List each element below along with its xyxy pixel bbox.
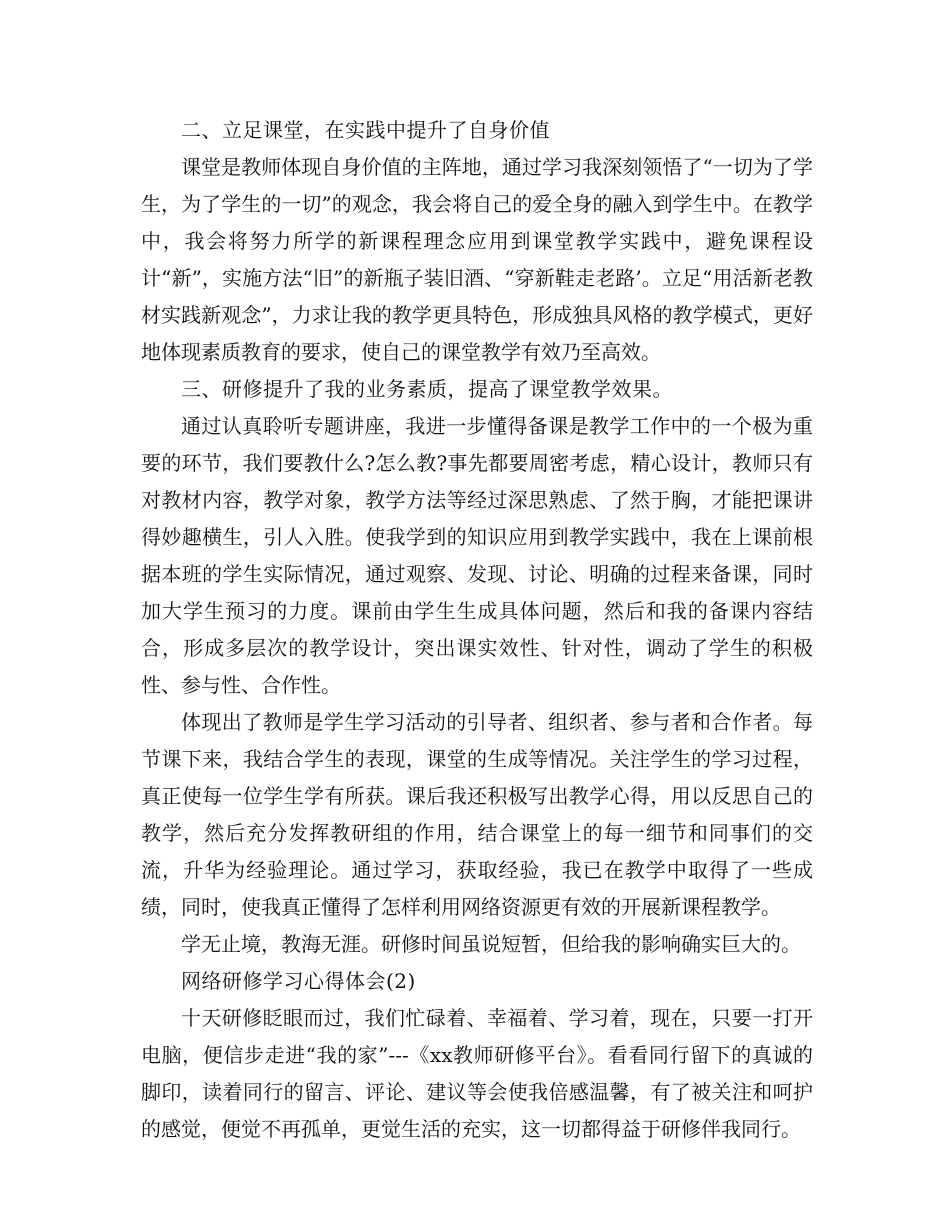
- article-subtitle: 网络研修学习心得体会(2): [181, 969, 416, 993]
- paragraph-teacher-role: 体现出了教师是学生学习活动的引导者、组织者、参与者和合作者。每节课下来，我结合学生的表现，课堂的生成等情况。关注学生的学习过程，真正使每一位学生学有所获。课后我还积极写出教学心得，用以反思自己的教学，然后充分发挥教研组的作用，结合课堂上的每一细节和同事们的交流，升华为经验理论。通过学习，获取经验，我已在教学中取得了一些成绩，同时，使我真正懂得了怎样利用网络资源更有效的开展新课程教学。: [141, 710, 813, 919]
- section-heading-3: 三、研修提升了我的业务素质，提高了课堂教学效果。: [181, 377, 673, 401]
- document-body: [141, 112, 813, 1148]
- section-heading-2: 二、立足课堂，在实践中提升了自身价值: [181, 118, 550, 142]
- paragraph-ten-days: 十天研修眨眼而过，我们忙碌着、幸福着、学习着，现在，只要一打开电脑，便信步走进“我的家”---《xx教师研修平台》。看看同行留下的真诚的脚印，读着同行的留言、评论、建议等会使我倍感温馨，有了被关注和呵护的感觉，便觉不再孤单，更觉生活的充实，这一切都得益于研修伴我同行。: [141, 1006, 813, 1141]
- paragraph-classroom: 课堂是教师体现自身价值的主阵地，通过学习我深刻领悟了“一切为了学生，为了学生的一切”的观念，我会将自己的爱全身的融入到学生中。在教学中，我会将努力所学的新课程理念应用到课堂教学实践中，避免课程设计“新”，实施方法“旧”的新瓶子装旧酒、“穿新鞋走老路’。立足“用活新老教材实践新观念”，力求让我的教学更具特色，形成独具风格的教学模式，更好地体现素质教育的要求，使自己的课堂教学有效乃至高效。: [141, 155, 813, 364]
- paragraph-lecture: 通过认真聆听专题讲座，我进一步懂得备课是教学工作中的一个极为重要的环节，我们要教什么?怎么教?事先都要周密考虑，精心设计，教师只有对教材内容，教学对象，教学方法等经过深思熟虑、了然于胸，才能把课讲得妙趣横生，引人入胜。使我学到的知识应用到教学实践中，我在上课前根据本班的学生实际情况，通过观察、发现、讨论、明确的过程来备课，同时加大学生预习的力度。课前由学生生成具体问题，然后和我的备课内容结合，形成多层次的教学设计，突出课实效性、针对性，调动了学生的积极性、参与性、合作性。: [141, 414, 813, 697]
- paragraph-conclusion: 学无止境，教海无涯。研修时间虽说短暂，但给我的影响确实巨大的。: [181, 932, 801, 956]
